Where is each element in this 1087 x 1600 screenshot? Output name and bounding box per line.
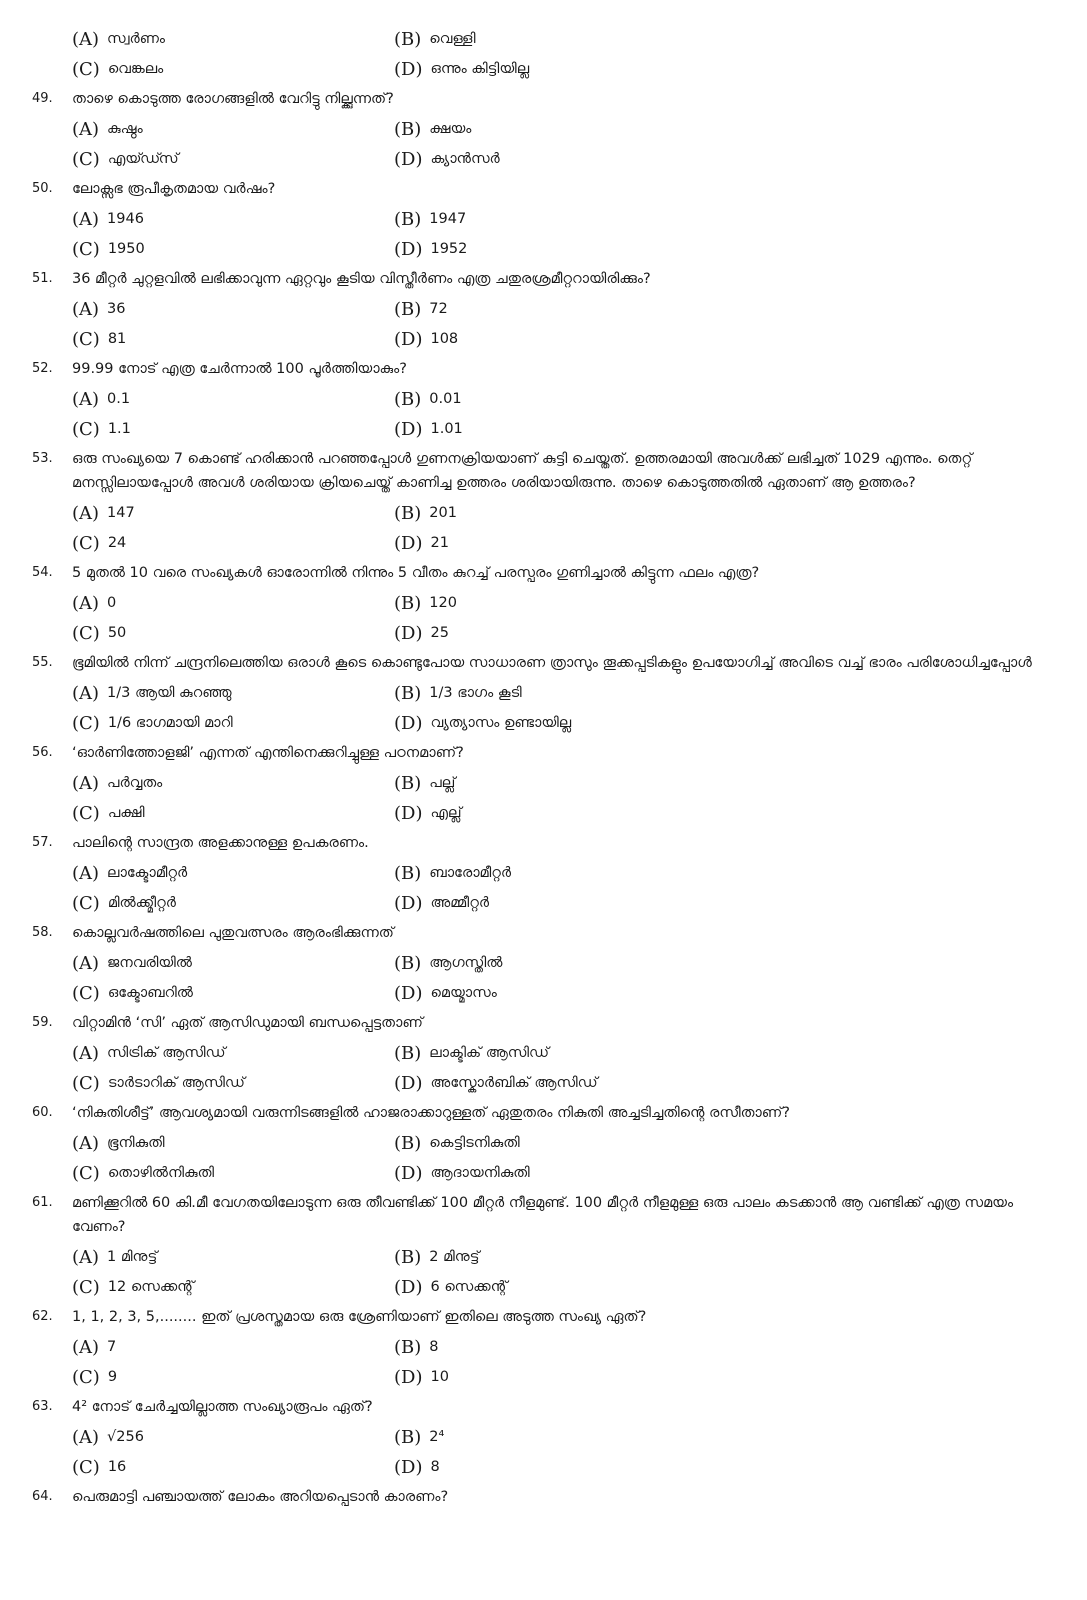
option-b: (B) 2 മിനുട്ട് bbox=[394, 1246, 480, 1268]
question-text bbox=[32, 1098, 1042, 1128]
option-b: (B) 120 bbox=[394, 592, 457, 614]
option-c: (C) വെങ്കലം bbox=[72, 58, 164, 80]
question-stem: 4² നോട് ചേർച്ചയില്ലാത്ത സംഖ്യാരൂപം ഏത്? bbox=[72, 1399, 373, 1415]
question-block bbox=[32, 84, 1042, 174]
option-row bbox=[72, 234, 1042, 264]
option-row bbox=[72, 1332, 1042, 1362]
option-d: (D) 25 bbox=[394, 622, 449, 644]
option-a: (A) √256 bbox=[72, 1426, 144, 1448]
question-list bbox=[32, 84, 1042, 1512]
question-stem: 36 മീറ്റർ ചുറ്റളവിൽ ലഭിക്കാവുന്ന ഏറ്റവും കൂടിയ വിസ്തീർണം എത്ര ചതുരശ്രമീറ്ററായിരിക്കും? bbox=[72, 271, 651, 287]
option-row bbox=[72, 588, 1042, 618]
option-c: (C) എയ്ഡ്സ് bbox=[72, 148, 179, 170]
question-text bbox=[32, 84, 1042, 114]
option-c: (C) പക്ഷി bbox=[72, 802, 145, 824]
question-block bbox=[32, 1008, 1042, 1098]
option-a: (A) 7 bbox=[72, 1336, 117, 1358]
option-d: (D) ഒന്നും കിട്ടിയില്ല bbox=[394, 58, 530, 80]
option-d: (D) 21 bbox=[394, 532, 449, 554]
option-d: (D) വ്യത്യാസം ഉണ്ടായില്ല bbox=[394, 712, 572, 734]
question-text bbox=[32, 1188, 1042, 1242]
option-row bbox=[72, 54, 1042, 84]
question-block bbox=[32, 354, 1042, 444]
option-row bbox=[72, 768, 1042, 798]
question-block bbox=[32, 738, 1042, 828]
option-d: (D) 6 സെക്കന്റ് bbox=[394, 1276, 508, 1298]
option-b: (B) ക്ഷയം bbox=[394, 118, 472, 140]
option-d: (D) 8 bbox=[394, 1456, 440, 1478]
option-c: (C) ടാർടാറിക് ആസിഡ് bbox=[72, 1072, 245, 1094]
option-row bbox=[72, 858, 1042, 888]
option-a: (A) സിട്രിക് ആസിഡ് bbox=[72, 1042, 226, 1064]
question-block bbox=[32, 558, 1042, 648]
option-row bbox=[72, 1272, 1042, 1302]
option-a: (A) സ്വർണം bbox=[72, 28, 165, 50]
option-b: (B) 2⁴ bbox=[394, 1426, 445, 1448]
option-c: (C) 24 bbox=[72, 532, 127, 554]
option-d: (D) അമ്മീറ്റർ bbox=[394, 892, 490, 914]
question-block bbox=[32, 1098, 1042, 1188]
option-a: (A) 147 bbox=[72, 502, 135, 524]
question-block bbox=[32, 1482, 1042, 1512]
option-d: (D) ആദായനികുതി bbox=[394, 1162, 530, 1184]
option-c: (C) 1/6 ഭാഗമായി മാറി bbox=[72, 712, 233, 734]
question-stem: കൊല്ലവർഷത്തിലെ പുതുവത്സരം ആരംഭിക്കുന്നത് bbox=[72, 925, 394, 941]
option-row bbox=[72, 1128, 1042, 1158]
question-number: 56. bbox=[32, 745, 53, 760]
question-number: 64. bbox=[32, 1489, 53, 1504]
option-c: (C) 81 bbox=[72, 328, 127, 350]
option-row bbox=[72, 324, 1042, 354]
question-text bbox=[32, 918, 1042, 948]
option-b: (B) 8 bbox=[394, 1336, 439, 1358]
option-c: (C) 16 bbox=[72, 1456, 127, 1478]
question-text bbox=[32, 1392, 1042, 1422]
option-row bbox=[72, 1038, 1042, 1068]
question-number: 61. bbox=[32, 1195, 53, 1210]
option-b: (B) ആഗസ്തിൽ bbox=[394, 952, 503, 974]
option-d: (D) അസ്കോർബിക് ആസിഡ് bbox=[394, 1072, 598, 1094]
option-a: (A) 1/3 ആയി കുറഞ്ഞു bbox=[72, 682, 232, 704]
question-block bbox=[32, 1392, 1042, 1482]
question-block bbox=[32, 918, 1042, 1008]
question-block bbox=[32, 444, 1042, 558]
option-b: (B) 1/3 ഭാഗം കൂടി bbox=[394, 682, 522, 704]
question-block bbox=[32, 1188, 1042, 1302]
option-c: (C) ഒക്ടോബറിൽ bbox=[72, 982, 193, 1004]
question-text bbox=[32, 1302, 1042, 1332]
option-c: (C) മിൽക്ക്മീറ്റർ bbox=[72, 892, 176, 914]
question-number: 55. bbox=[32, 655, 53, 670]
option-row bbox=[72, 798, 1042, 828]
option-row bbox=[72, 114, 1042, 144]
carry-options bbox=[32, 24, 1042, 84]
option-c: (C) 50 bbox=[72, 622, 127, 644]
question-stem: പാലിന്റെ സാന്ദ്രത അളക്കാനുള്ള ഉപകരണം. bbox=[72, 835, 369, 851]
question-block bbox=[32, 1302, 1042, 1392]
question-stem: ‘നികുതിശീട്ട്’ ആവശ്യമായി വരുന്നിടങ്ങളിൽ ഹാജരാക്കാറുള്ളത് ഏതുതരം നികുതി അച്ചടിച്ചതിന്റെ രസീതാണ്? bbox=[72, 1105, 790, 1121]
option-b: (B) 0.01 bbox=[394, 388, 462, 410]
question-number: 52. bbox=[32, 361, 53, 376]
question-paper bbox=[32, 24, 1042, 1512]
option-c: (C) 1950 bbox=[72, 238, 145, 260]
question-number: 58. bbox=[32, 925, 53, 940]
option-a: (A) ലാക്ടോമീറ്റർ bbox=[72, 862, 188, 884]
question-stem: ഒരു സംഖ്യയെ 7 കൊണ്ട് ഹരിക്കാൻ പറഞ്ഞപ്പോൾ ഗുണനക്രിയയാണ് കുട്ടി ചെയ്തത്. ഉത്തരമായി അവൾക്ക് ലഭിച്ചത് 1029 എന്നും. തെറ്റ് മനസ്സിലായപ്പോൾ അവൾ ശരിയായ ക്രിയചെയ്ത് കാണിച്ച ഉത്തരം ശരിയായിരുന്നു. താഴെ കൊടുത്തതിൽ ഏതാണ് ആ ഉത്തരം? bbox=[72, 451, 973, 491]
option-row bbox=[72, 1242, 1042, 1272]
option-d: (D) 1.01 bbox=[394, 418, 463, 440]
question-stem: 99.99 നോട് എത്ര ചേർന്നാൽ 100 പൂർത്തിയാകും? bbox=[72, 361, 407, 377]
question-stem: ലോക്സഭ രൂപീകൃതമായ വർഷം? bbox=[72, 181, 276, 197]
option-b: (B) ലാക്ടിക് ആസിഡ് bbox=[394, 1042, 549, 1064]
option-c: (C) 1.1 bbox=[72, 418, 131, 440]
option-row bbox=[72, 1158, 1042, 1188]
question-block bbox=[32, 174, 1042, 264]
option-b: (B) ബാരോമീറ്റർ bbox=[394, 862, 512, 884]
option-row bbox=[72, 414, 1042, 444]
question-text bbox=[32, 354, 1042, 384]
question-text bbox=[32, 738, 1042, 768]
question-number: 60. bbox=[32, 1105, 53, 1120]
option-row bbox=[72, 1422, 1042, 1452]
option-c: (C) തൊഴിൽനികുതി bbox=[72, 1162, 214, 1184]
question-stem: പെരുമാട്ടി പഞ്ചായത്ത് ലോകം അറിയപ്പെടാൻ കാരണം? bbox=[72, 1489, 449, 1505]
question-stem: ഭൂമിയിൽ നിന്ന് ചന്ദ്രനിലെത്തിയ ഒരാൾ കൂടെ കൊണ്ടുപോയ സാധാരണ ത്രാസും തൂക്കപ്പടികളും ഉപയോഗിച്ച് അവിടെ വച്ച് ഭാരം പരിശോധിച്ചപ്പോൾ bbox=[72, 655, 1032, 671]
question-text bbox=[32, 1482, 1042, 1512]
option-d: (D) 1952 bbox=[394, 238, 468, 260]
option-row bbox=[72, 1362, 1042, 1392]
option-row bbox=[72, 948, 1042, 978]
question-number: 51. bbox=[32, 271, 53, 286]
option-row bbox=[72, 144, 1042, 174]
option-a: (A) കുഷ്ഠം bbox=[72, 118, 143, 140]
option-a: (A) 0 bbox=[72, 592, 117, 614]
question-text bbox=[32, 558, 1042, 588]
question-text bbox=[32, 828, 1042, 858]
option-d: (D) 108 bbox=[394, 328, 459, 350]
option-row bbox=[72, 294, 1042, 324]
option-row bbox=[72, 24, 1042, 54]
option-d: (D) 10 bbox=[394, 1366, 449, 1388]
option-a: (A) 1 മിനുട്ട് bbox=[72, 1246, 158, 1268]
option-d: (D) ക്യാൻസർ bbox=[394, 148, 500, 170]
option-a: (A) ഭൂനികുതി bbox=[72, 1132, 165, 1154]
question-stem: മണിക്കൂറിൽ 60 കി.മീ വേഗതയിലോടുന്ന ഒരു തീവണ്ടിക്ക് 100 മീറ്റർ നീളമുണ്ട്. 100 മീറ്റർ നീളമുള്ള ഒരു പാലം കടക്കാൻ ആ വണ്ടിക്ക് എത്ര സമയം വേണം? bbox=[72, 1195, 1014, 1235]
question-text bbox=[32, 444, 1042, 498]
option-row bbox=[72, 978, 1042, 1008]
option-row bbox=[72, 498, 1042, 528]
question-number: 54. bbox=[32, 565, 53, 580]
question-block bbox=[32, 828, 1042, 918]
question-number: 62. bbox=[32, 1309, 53, 1324]
option-a: (A) 1946 bbox=[72, 208, 144, 230]
question-text bbox=[32, 648, 1042, 678]
option-b: (B) 1947 bbox=[394, 208, 467, 230]
question-stem: വിറ്റാമിൻ ‘സി’ ഏത് ആസിഡുമായി ബന്ധപ്പെട്ടതാണ് bbox=[72, 1015, 423, 1031]
option-a: (A) ജനവരിയിൽ bbox=[72, 952, 192, 974]
question-block bbox=[32, 648, 1042, 738]
option-b: (B) പല്ല് bbox=[394, 772, 456, 794]
option-a: (A) 0.1 bbox=[72, 388, 131, 410]
question-stem: താഴെ കൊടുത്ത രോഗങ്ങളിൽ വേറിട്ടു നില്ക്കുന്നത്? bbox=[72, 91, 394, 107]
option-a: (A) 36 bbox=[72, 298, 126, 320]
question-number: 49. bbox=[32, 91, 53, 106]
option-b: (B) വെള്ളി bbox=[394, 28, 476, 50]
option-b: (B) 72 bbox=[394, 298, 448, 320]
question-text bbox=[32, 264, 1042, 294]
option-row bbox=[72, 528, 1042, 558]
question-number: 57. bbox=[32, 835, 53, 850]
question-stem: ‘ഓർണിത്തോളജി’ എന്നത് എന്തിനെക്കുറിച്ചുള്ള പഠനമാണ്? bbox=[72, 745, 464, 761]
option-a: (A) പർവ്വതം bbox=[72, 772, 163, 794]
question-text bbox=[32, 174, 1042, 204]
question-block bbox=[32, 264, 1042, 354]
option-row bbox=[72, 1068, 1042, 1098]
question-number: 50. bbox=[32, 181, 53, 196]
question-stem: 1, 1, 2, 3, 5,........ ഇത് പ്രശസ്തമായ ഒരു ശ്രേണിയാണ് ഇതിലെ അടുത്ത സംഖ്യ ഏത്? bbox=[72, 1309, 647, 1325]
question-number: 59. bbox=[32, 1015, 53, 1030]
question-number: 53. bbox=[32, 451, 53, 466]
question-text bbox=[32, 1008, 1042, 1038]
question-number: 63. bbox=[32, 1399, 53, 1414]
option-row bbox=[72, 678, 1042, 708]
option-c: (C) 9 bbox=[72, 1366, 118, 1388]
option-row bbox=[72, 204, 1042, 234]
option-row bbox=[72, 888, 1042, 918]
option-row bbox=[72, 1452, 1042, 1482]
option-c: (C) 12 സെക്കന്റ് bbox=[72, 1276, 195, 1298]
option-b: (B) 201 bbox=[394, 502, 457, 524]
option-b: (B) കെട്ടിടനികുതി bbox=[394, 1132, 520, 1154]
option-row bbox=[72, 708, 1042, 738]
question-stem: 5 മുതൽ 10 വരെ സംഖ്യകൾ ഓരോന്നിൽ നിന്നും 5 വീതം കുറച്ച് പരസ്പരം ഗുണിച്ചാൽ കിട്ടുന്ന ഫലം എത്ര? bbox=[72, 565, 760, 581]
option-row bbox=[72, 384, 1042, 414]
option-d: (D) മെയ്മാസം bbox=[394, 982, 497, 1004]
option-row bbox=[72, 618, 1042, 648]
option-d: (D) എല്ല് bbox=[394, 802, 462, 824]
